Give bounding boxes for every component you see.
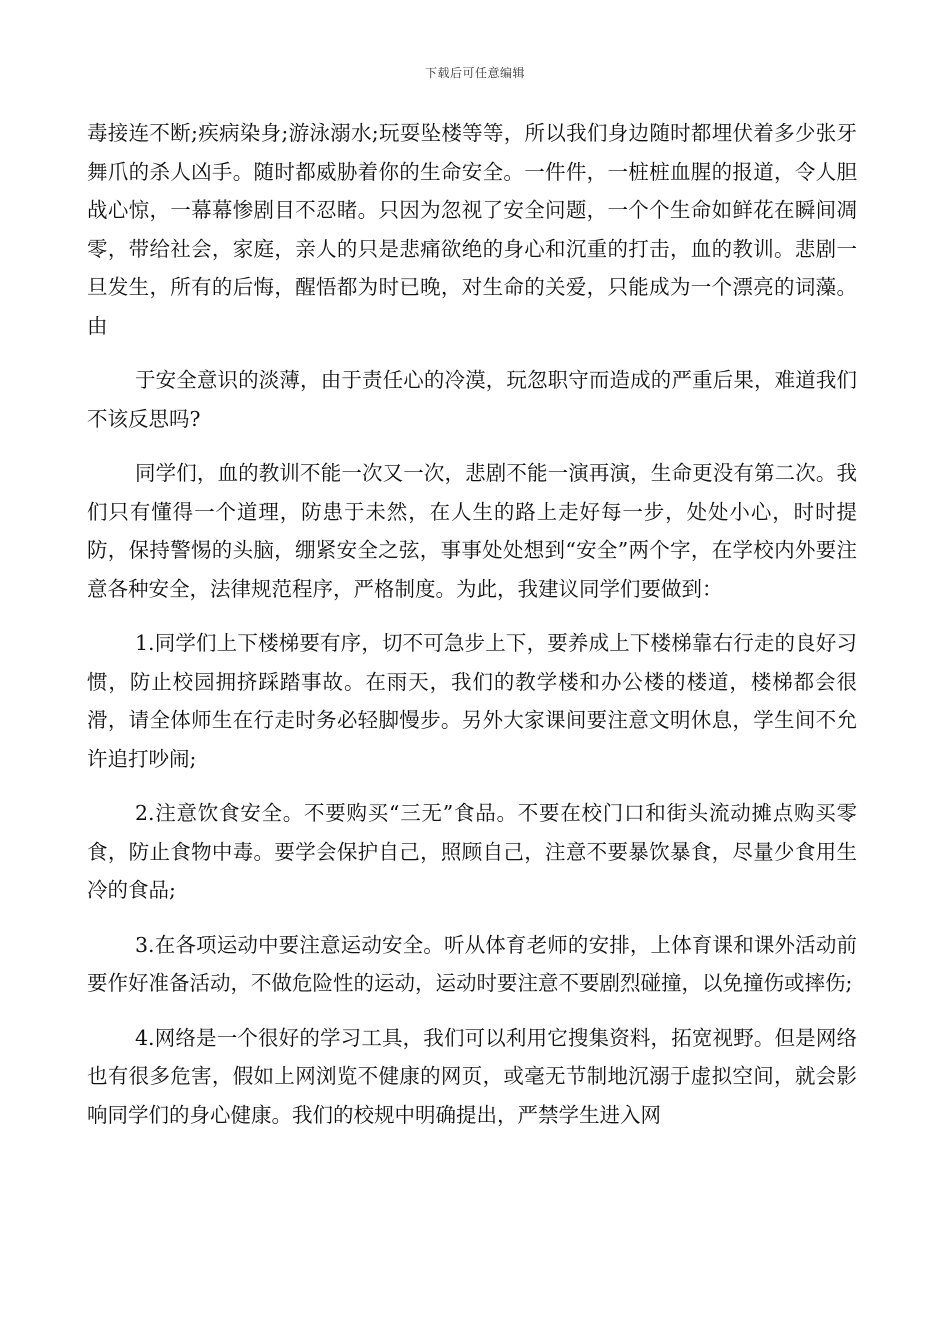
list-item-4: 4.网络是一个很好的学习工具，我们可以利用它搜集资料，拓宽视野。但是网络也有很多危害，假如上网浏览不健康的网页，或毫无节制地沉溺于虚拟空间，就会影响同学们的身心健康。我们的校规中明确提出，严禁学生进入网 [87,1025,857,1127]
paragraph-2: 于安全意识的淡薄，由于责任心的冷漠，玩忽职守而造成的严重后果，难道我们不该反思吗? [87,368,857,431]
list-item-1: 1.同学们上下楼梯要有序，切不可急步上下，要养成上下楼梯靠右行走的良好习惯，防止校园拥挤踩踏事故。在雨天，我们的教学楼和办公楼的楼道，楼梯都会很滑，请全体师生在行走时务必轻脚慢步。另外大家课间要注意文明休息，学生间不允许追打吵闹; [87,631,857,771]
page-header-note: 下载后可任意编辑 [424,66,525,80]
document-body [87,114,857,1150]
paragraph-1: 毒接连不断;疾病染身;游泳溺水;玩耍坠楼等等，所以我们身边随时都埋伏着多少张牙舞爪的杀人凶手。随时都威胁着你的生命安全。一件件，一桩桩血腥的报道，令人胆战心惊，一幕幕惨剧目不忍睹。只因为忽视了安全问题，一个个生命如鲜花在瞬间凋零，带给社会，家庭，亲人的只是悲痛欲绝的身心和沉重的打击，血的教训。悲剧一旦发生，所有的后悔，醒悟都为时已晚，对生命的关爱，只能成为一个漂亮的词藻。由 [87,121,857,338]
list-item-2: 2.注意饮食安全。不要购买“三无”食品。不要在校门口和街头流动摊点购买零食，防止食物中毒。要学会保护自己，照顾自己，注意不要暴饮暴食，尽量少食用生冷的食品; [87,801,857,902]
paragraph-3: 同学们，血的教训不能一次又一次，悲剧不能一演再演，生命更没有第二次。我们只有懂得一个道理，防患于未然，在人生的路上走好每一步，处处小心，时时提防，保持警惕的头脑，绷紧安全之弦，事事处处想到“安全”两个字，在学校内外要注意各种安全，法律规范程序，严格制度。为此，我建议同学们要做到： [87,461,857,601]
list-item-3: 3.在各项运动中要注意运动安全。听从体育老师的安排，上体育课和课外活动前要作好准备活动，不做危险性的运动，运动时要注意不要剧烈碰撞，以免撞伤或摔伤; [87,932,857,995]
